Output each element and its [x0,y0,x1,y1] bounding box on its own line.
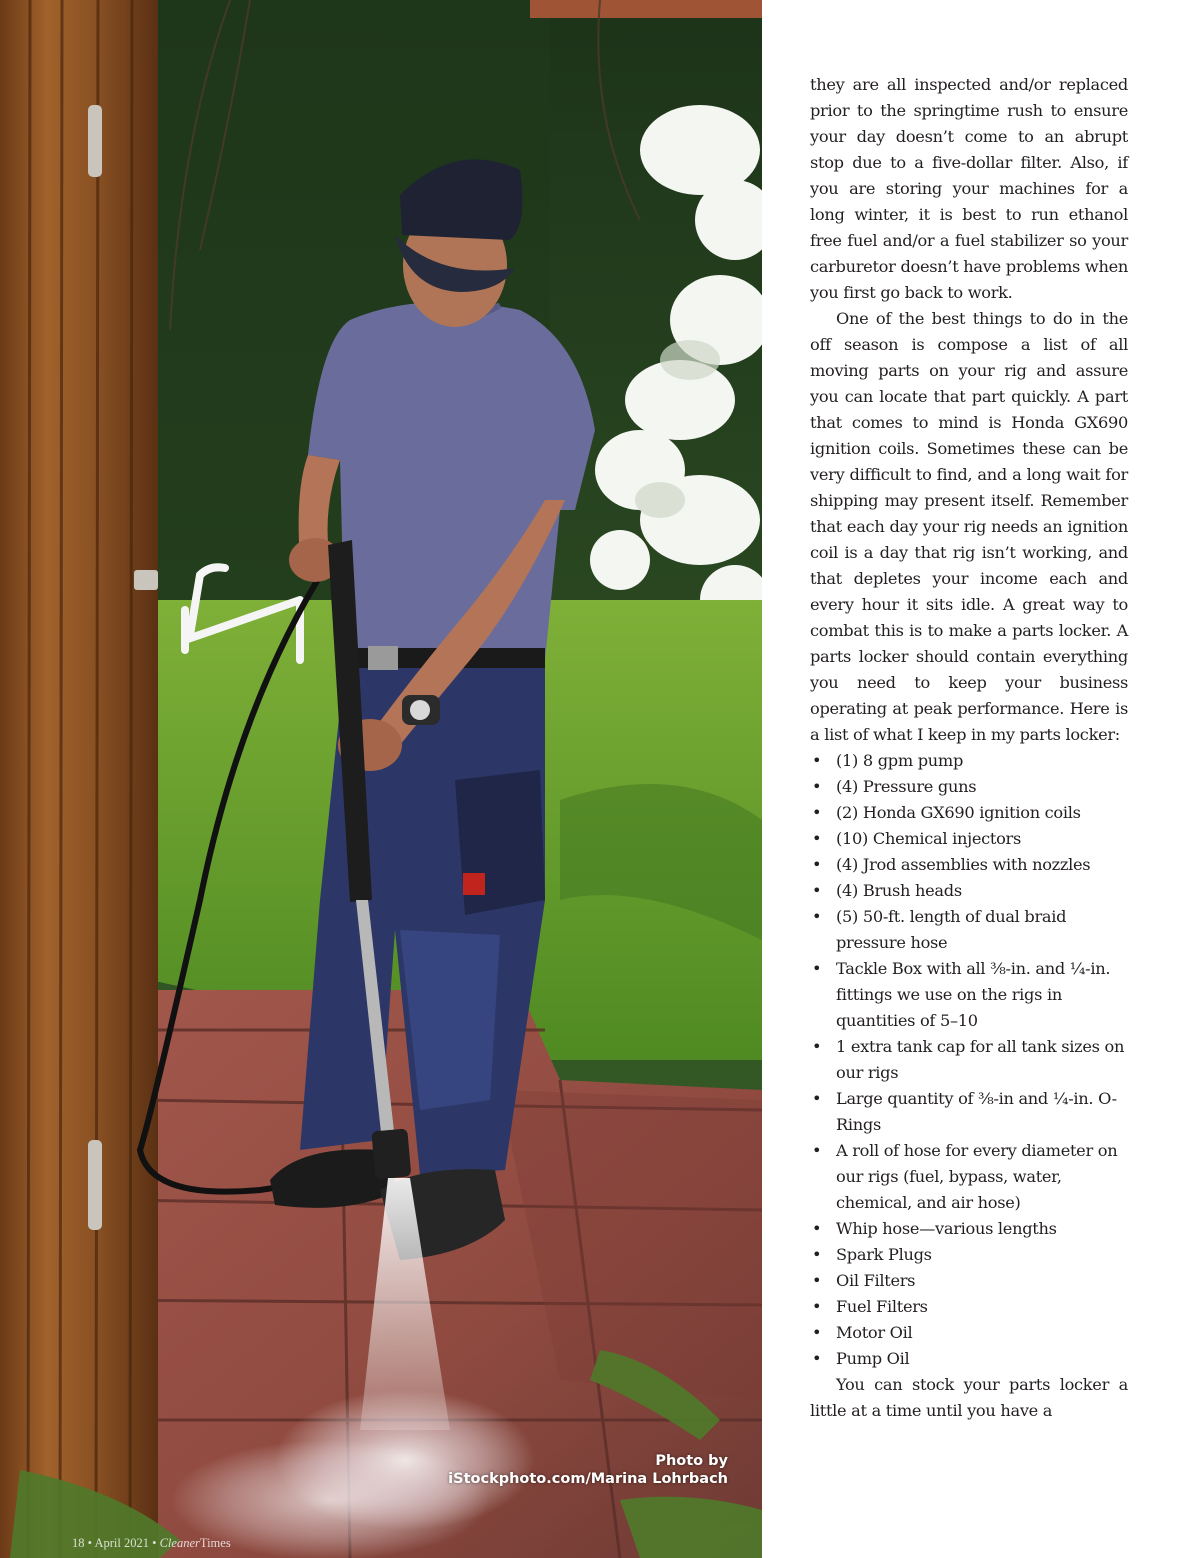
list-item: • (5) 50-ft. length of dual braid pressure hose [810,904,1128,956]
photo-credit-line2: iStockphoto.com/Marina Lohrbach [448,1471,728,1487]
list-item: • Fuel Filters [810,1294,1128,1320]
list-item: • (2) Honda GX690 ignition coils [810,800,1128,826]
list-item: • Large quantity of ⅜-in and ¼-in. O-Rings [810,1086,1128,1138]
list-item: • 1 extra tank cap for all tank sizes on our rigs [810,1034,1128,1086]
list-item: • (4) Jrod assemblies with nozzles [810,852,1128,878]
page-number: 18 [72,1536,85,1550]
page-folio: 18 • April 2021 • CleanerTimes [72,1536,231,1550]
list-item: • Tackle Box with all ⅜-in. and ¼-in. fittings we use on the rigs in quantities of 5–10 [810,956,1128,1034]
list-item: • (1) 8 gpm pump [810,748,1128,774]
article-paragraph: One of the best things to do in the off season is compose a list of all moving parts on your rig and assure you can locate that part quickly. A part that comes to mind is Honda GX690 ignition coils. Sometimes these can be very difficult to find, and a long wait for shipping may present itself. Remember that each day your rig needs an ignition coil is a day that rig isn’t working, and that depletes your income each and every hour it sits idle. A great way to combat this is to make a parts locker. A parts locker should contain everything you need to keep your business operating at peak performance. Here is a list of what I keep in my parts locker: [810,309,1128,744]
wooden-shed-wall [0,0,158,1558]
issue-date: April 2021 [94,1536,149,1550]
list-item: • Oil Filters [810,1268,1128,1294]
article-column [810,72,1128,1424]
photo-credit [448,1452,728,1488]
list-item: • (4) Pressure guns [810,774,1128,800]
list-item: • (10) Chemical injectors [810,826,1128,852]
publication-name-prefix: Cleaner [159,1536,200,1550]
list-item: • (4) Brush heads [810,878,1128,904]
article-paragraph: You can stock your parts locker a little at a time until you have a [810,1375,1128,1420]
list-item: • Whip hose—various lengths [810,1216,1128,1242]
list-item: • Pump Oil [810,1346,1128,1372]
list-item: • Motor Oil [810,1320,1128,1346]
photo-credit-line1: Photo by [655,1453,728,1469]
parts-locker-list [810,748,1128,1372]
article-paragraph: they are all inspected and/or replaced prior to the springtime rush to ensure your day doesn’t come to an abrupt stop due to a five-dollar filter. Also, if you are storing your machines for a long winter, it is best to run ethanol free fuel and/or a fuel stabilizer so your carburetor doesn’t have problems when you first go back to work. [810,75,1128,302]
publication-name-suffix: Times [199,1536,231,1550]
list-item: • A roll of hose for every diameter on our rigs (fuel, bypass, water, chemical, and air hose) [810,1138,1128,1216]
list-item: • Spark Plugs [810,1242,1128,1268]
